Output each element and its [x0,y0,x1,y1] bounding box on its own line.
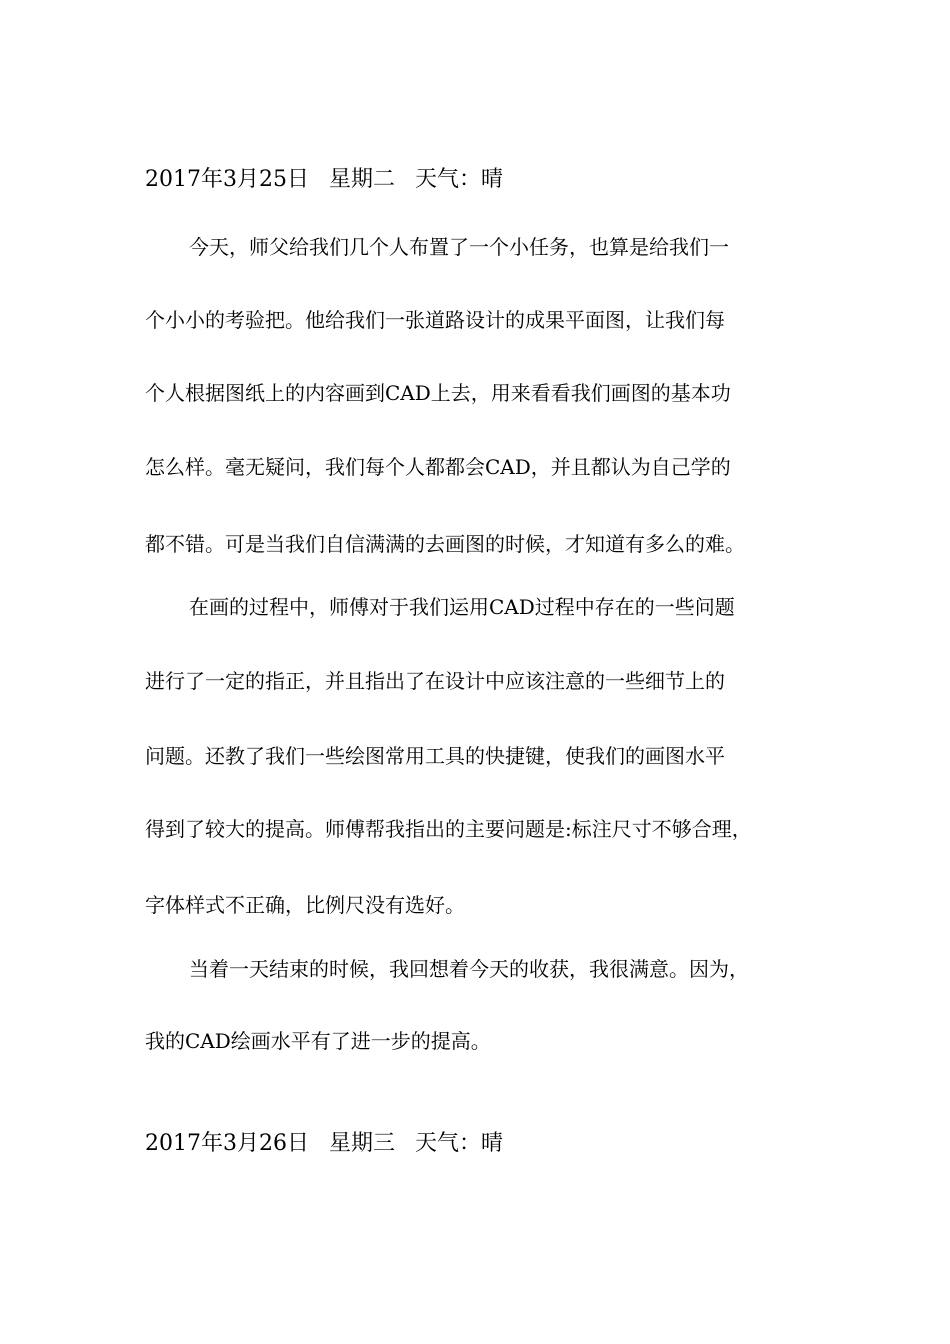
paragraph-line: 都不错。可是当我们自信满满的去画图的时候，才知道有多么的难。 [145,532,745,556]
entry-heading [145,165,503,195]
entry-weather: 天气：晴 [415,1131,504,1156]
entry-date: 2017年3月26日 [145,1131,309,1156]
paragraph-line: 今天，师父给我们几个人布置了一个小任务，也算是给我们一 [189,235,729,259]
entry-weekday: 星期三 [328,1131,395,1156]
paragraph-line: 在画的过程中，师傅对于我们运用CAD过程中存在的一些问题 [189,595,735,619]
entry-date: 2017年3月25日 [145,167,309,192]
paragraph-line: 怎么样。毫无疑问，我们每个人都都会CAD，并且都认为自己学的 [145,455,731,479]
paragraph-line: 问题。还教了我们一些绘图常用工具的快捷键，使我们的画图水平 [145,744,725,768]
entry-weather: 天气：晴 [415,167,504,192]
entry-heading [145,1129,503,1159]
paragraph-line: 我的CAD绘画水平有了进一步的提高。 [145,1029,491,1053]
paragraph-line: 个小小的考验把。他给我们一张道路设计的成果平面图，让我们每 [145,308,725,332]
paragraph-line: 进行了一定的指正，并且指出了在设计中应该注意的一些细节上的 [145,669,725,693]
entry-weekday: 星期二 [328,167,395,192]
paragraph-line: 得到了较大的提高。师傅帮我指出的主要问题是:标注尺寸不够合理， [145,817,752,841]
paragraph-line: 字体样式不正确，比例尺没有选好。 [145,893,465,917]
paragraph-line: 当着一天结束的时候，我回想着今天的收获，我很满意。因为， [189,957,749,981]
paragraph-line: 个人根据图纸上的内容画到CAD上去，用来看看我们画图的基本功 [145,381,731,405]
